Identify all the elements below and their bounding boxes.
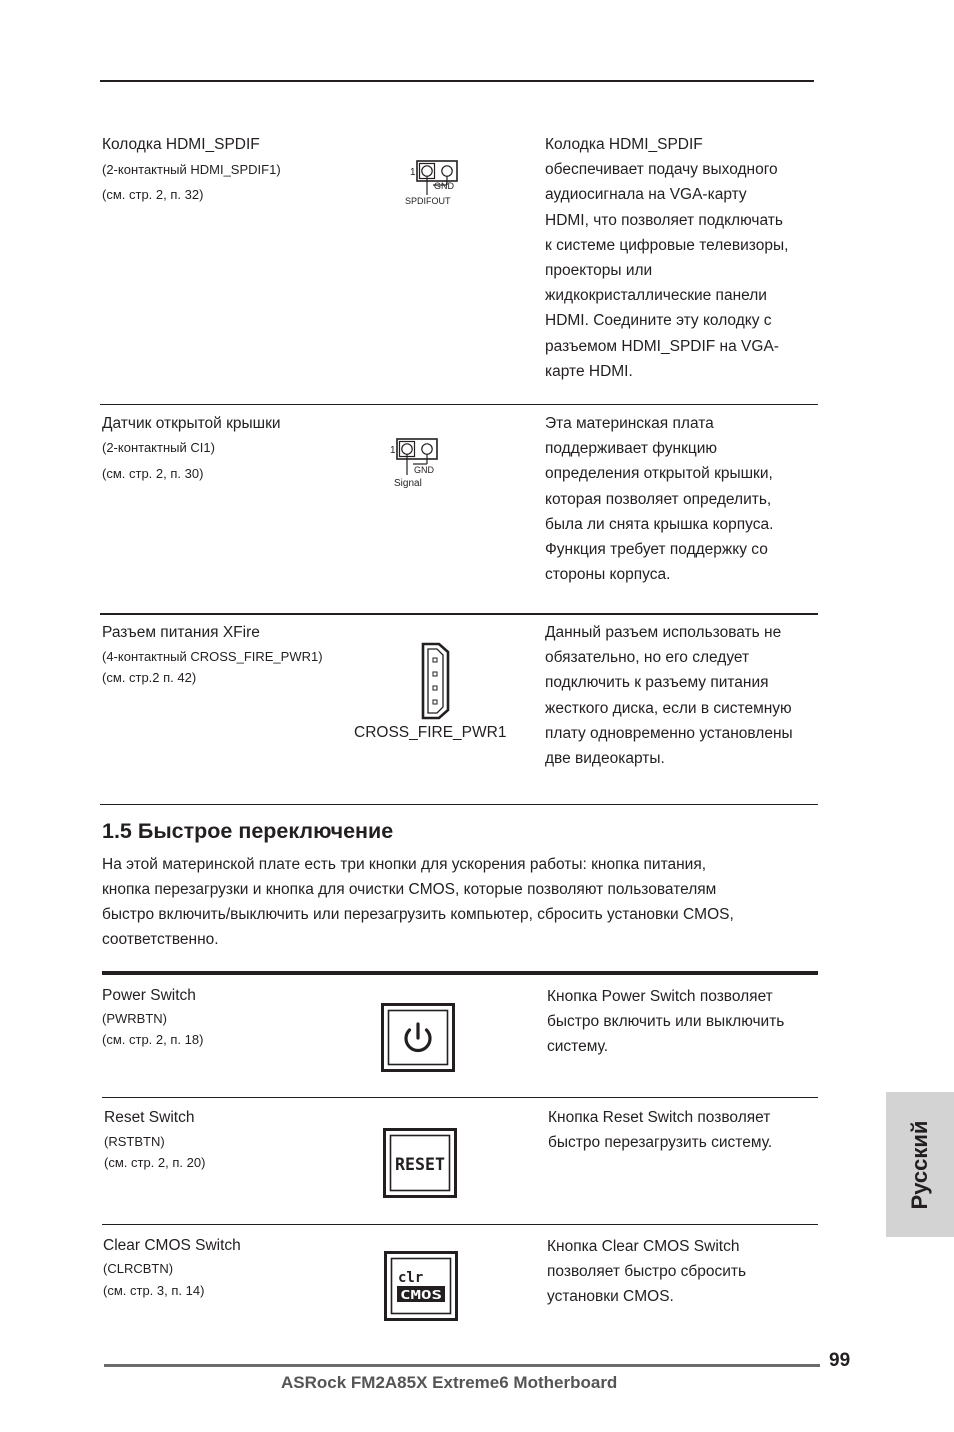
desc-line: обеспечивает подачу выходного <box>545 161 778 179</box>
cmos-icon-text: CMOS <box>400 1288 442 1302</box>
desc-line: определения открытой крышки, <box>545 465 773 483</box>
header-title: Разъем питания XFire <box>102 624 260 641</box>
divider <box>100 613 818 615</box>
signal-label: Signal <box>394 478 422 489</box>
footer-product-name: ASRock FM2A85X Extreme6 Motherboard <box>281 1373 618 1392</box>
paragraph-line: кнопка перезагрузки и кнопка для очистки CMOS, которые позволяют пользователям <box>102 881 717 898</box>
header-title: Колодка HDMI_SPDIF <box>102 136 260 153</box>
clear-cmos-icon <box>384 1251 458 1321</box>
desc-line: быстро перезагрузить систему. <box>548 1134 773 1152</box>
page-number: 99 <box>829 1350 851 1371</box>
switch-id: (PWRBTN) <box>102 1011 167 1026</box>
desc-line: систему. <box>547 1038 609 1056</box>
divider <box>102 1097 818 1098</box>
switch-title: Clear CMOS Switch <box>103 1237 241 1254</box>
language-side-tab <box>886 1092 954 1237</box>
paragraph-line: соответственно. <box>102 931 219 948</box>
divider <box>100 404 818 405</box>
desc-line: которая позволяет определить, <box>545 490 772 508</box>
header-subtitle: (4-контактный CROSS_FIRE_PWR1) <box>102 649 323 664</box>
footer-rule <box>104 1364 820 1367</box>
language-side-tab-label: Русский <box>907 1120 932 1209</box>
divider <box>100 804 818 805</box>
gnd-label: GND <box>414 465 434 475</box>
desc-line: была ли снята крышка корпуса. <box>545 515 774 533</box>
cross-fire-power-connector-diagram <box>419 642 451 720</box>
header-subtitle: (2-контактный HDMI_SPDIF1) <box>102 162 281 177</box>
header-subtitle: (2-контактный CI1) <box>102 440 215 455</box>
desc-line: подключить к разъему питания <box>545 674 769 692</box>
desc-line: обязательно, но его следует <box>545 649 750 667</box>
paragraph-line: быстро включить/выключить или перезагрузить компьютер, сбросить установки CMOS, <box>102 906 734 923</box>
signal-label: SPDIFOUT <box>405 196 451 206</box>
divider <box>102 1224 818 1225</box>
paragraph-line: На этой материнской плате есть три кнопки для ускорения работы: кнопка питания, <box>102 856 707 873</box>
switch-description <box>547 1234 746 1310</box>
switch-description <box>547 984 784 1060</box>
desc-line: карте HDMI. <box>545 362 633 380</box>
desc-line: плату одновременно установлены <box>545 724 793 742</box>
header-title: Датчик открытой крышки <box>102 415 281 432</box>
desc-line: две видеокарты. <box>545 750 665 768</box>
table-top-rule <box>102 971 818 975</box>
switch-page-ref: (см. стр. 2, п. 18) <box>102 1032 204 1047</box>
desc-line: позволяет быстро сбросить <box>547 1263 747 1281</box>
connector-label: CROSS_FIRE_PWR1 <box>354 724 507 741</box>
switch-id: (CLRCBTN) <box>103 1261 174 1276</box>
desc-line: поддерживает функцию <box>545 440 718 458</box>
desc-line: HDMI. Соедините эту колодку с <box>545 312 772 330</box>
reset-icon-text: RESET <box>395 1155 445 1175</box>
desc-line: разъемом HDMI_SPDIF на VGA- <box>545 337 779 355</box>
switch-page-ref: (см. стр. 3, п. 14) <box>103 1283 205 1298</box>
desc-line: к системе цифровые телевизоры, <box>545 236 789 254</box>
power-icon <box>381 1003 455 1072</box>
header-description <box>545 620 793 771</box>
header-description <box>545 132 788 384</box>
switch-title: Power Switch <box>102 987 196 1004</box>
desc-line: аудиосигнала на VGA-карту <box>545 186 747 204</box>
header-page-ref: (см. стр. 2, п. 32) <box>102 187 204 202</box>
hdmi-spdif-pin-diagram <box>400 157 470 209</box>
desc-line: Кнопка Clear CMOS Switch <box>547 1238 740 1255</box>
desc-line: жидкокристаллические панели <box>545 287 767 305</box>
reset-icon <box>383 1128 457 1198</box>
top-rule <box>100 80 814 82</box>
desc-line: Эта материнская плата <box>545 415 714 432</box>
desc-line: Колодка HDMI_SPDIF <box>545 136 703 153</box>
switch-page-ref: (см. стр. 2, п. 20) <box>104 1155 206 1170</box>
desc-line: Функция требует поддержку со <box>545 541 768 559</box>
desc-line: проекторы или <box>545 262 653 280</box>
chassis-intrusion-pin-diagram <box>385 435 455 491</box>
switch-id: (RSTBTN) <box>104 1134 165 1149</box>
switch-description <box>548 1105 772 1155</box>
section-heading: 1.5 Быстрое переключение <box>102 819 394 843</box>
pin1-label: 1 <box>390 445 396 456</box>
switch-title: Reset Switch <box>104 1109 195 1126</box>
clr-icon-text: clr <box>398 1270 424 1286</box>
section-paragraph <box>102 852 734 952</box>
header-page-ref: (см. стр.2 п. 42) <box>102 670 197 685</box>
desc-line: установки CMOS. <box>547 1288 674 1306</box>
header-page-ref: (см. стр. 2, п. 30) <box>102 466 204 481</box>
pin1-label: 1 <box>410 167 416 178</box>
desc-line: быстро включить или выключить <box>547 1013 785 1031</box>
desc-line: Кнопка Reset Switch позволяет <box>548 1109 771 1126</box>
desc-line: Данный разъем использовать не <box>545 624 782 641</box>
desc-line: HDMI, что позволяет подключать <box>545 211 783 229</box>
gnd-label: GND <box>434 181 454 191</box>
desc-line: жесткого диска, если в системную <box>545 699 792 717</box>
header-description <box>545 411 773 587</box>
desc-line: стороны корпуса. <box>545 566 671 584</box>
desc-line: Кнопка Power Switch позволяет <box>547 988 773 1005</box>
